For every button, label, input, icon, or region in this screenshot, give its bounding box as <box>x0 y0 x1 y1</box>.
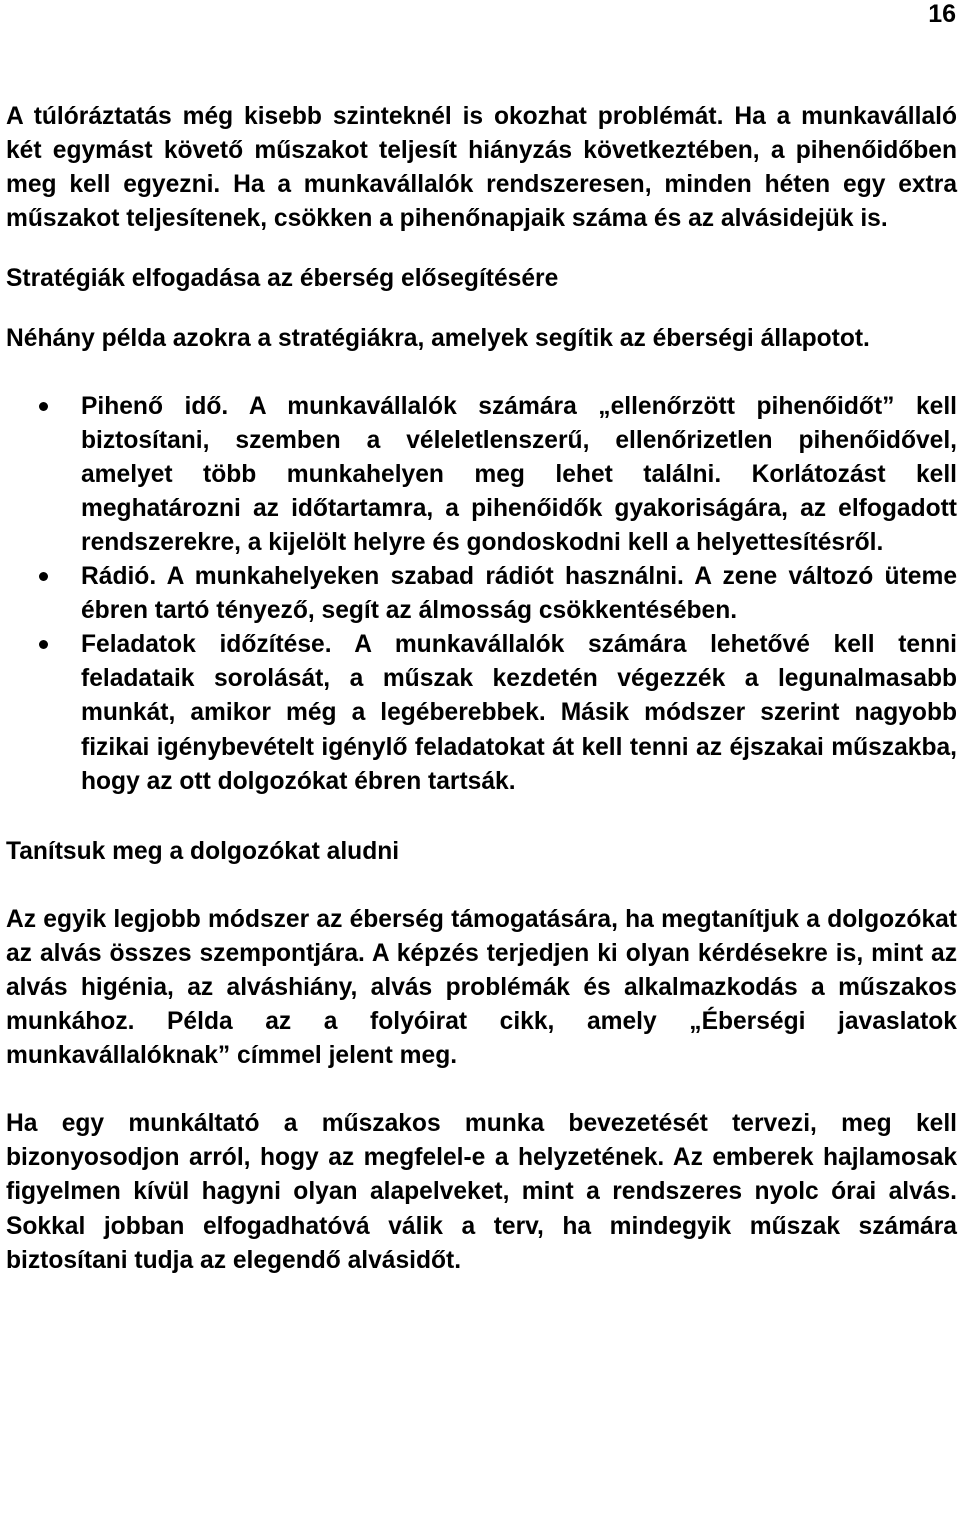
bullet-icon <box>39 402 48 411</box>
list-item <box>6 390 957 560</box>
document-body <box>6 100 957 1278</box>
section-heading-strategies: Stratégiák elfogadása az éberség elősegítésére <box>6 265 559 293</box>
strategies-intro-paragraph: Néhány példa azokra a stratégiákra, amelyek segítik az éberségi állapotot. <box>6 325 870 353</box>
list-item-text: Rádió. A munkahelyeken szabad rádiót használni. A zene változó üteme ébren tartó tényező, segít az álmosság csökkentésében. <box>81 563 957 625</box>
intro-paragraph: A túlóráztatás még kisebb szinteknél is okozhat problémát. Ha a munkavállaló két egymást követő műszakot teljesít hiányzás következtében, a pihenőidőben meg kell egyezni. Ha a munkavállalók rendszeresen, minden héten egy extra műszakot teljesítenek, csökken a pihenőnapjaik száma és az alvásidejük is. <box>6 103 957 233</box>
list-item <box>6 628 957 798</box>
section-heading-teach: Tanítsuk meg a dolgozókat aludni <box>6 837 400 865</box>
bullet-icon <box>39 572 48 581</box>
strategies-list <box>6 390 957 799</box>
page-number: 16 <box>928 0 956 28</box>
list-item-text: Feladatok időzítése. A munkavállalók számára lehetővé kell tenni feladataik sorolását, a műszak kezdetén végezzék a legunalmasabb munkát, amikor még a legéberebbek. Másik módszer szerint nagyobb fizikai igénybevételt igénylő feladatokat át kell tenni az éjszakai műszakba, hogy az ott dolgozókat ébren tartsák. <box>81 631 957 795</box>
teach-paragraph-2: Ha egy munkáltató a műszakos munka bevezetését tervezi, meg kell bizonyosodjon arról, hogy az megfelel-e a helyzetének. Az emberek hajlamosak figyelmen kívül hagyni olyan alapelveket, mint a rendszeres nyolc órai alvás. Sokkal jobban elfogadhatóvá válik a terv, ha mindegyik műszak számára biztosítani tudja az elegendő alvásidőt. <box>6 1110 957 1274</box>
teach-paragraph-1: Az egyik legjobb módszer az éberség támogatására, ha megtanítjuk a dolgozókat az alvás összes szempontjára. A képzés terjedjen ki olyan kérdésekre is, mint az alvás higénia, az alváshiány, alvás problémák és alkalmazkodás a műszakos munkához. Példa az a folyóirat cikk, amely „Éberségi javaslatok munkavállalóknak” címmel jelent meg. <box>6 905 957 1070</box>
list-item-text: Pihenő idő. A munkavállalók számára „ellenőrzött pihenőidőt” kell biztosítani, szemben a véleletlenszerű, ellenőrizetlen pihenőidővel, amelyet több munkahelyen meg lehet találni. Korlátozást kell meghatározni az időtartamra, a pihenőidők gyakoriságára, az elfogadott rendszerekre, a kijelölt helyre és gondoskodni kell a helyettesítésről. <box>81 392 957 556</box>
bullet-icon <box>39 640 48 649</box>
list-item <box>6 560 957 628</box>
